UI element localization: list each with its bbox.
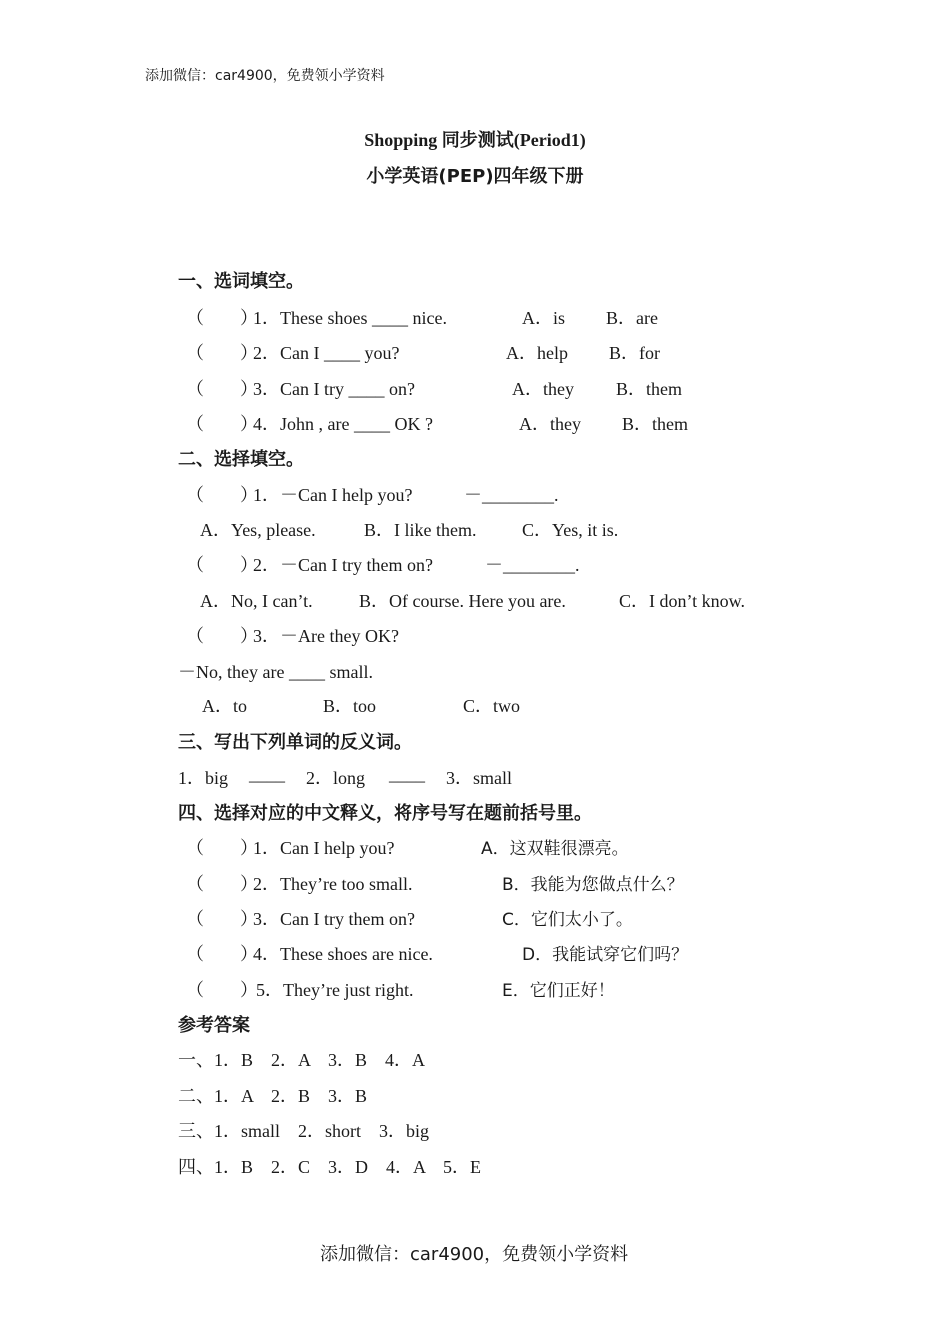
question-text: 1．Can I help you? <box>253 838 395 858</box>
answer-paren: （ ） <box>186 485 258 505</box>
answer-line: 二、1．A 2．B 3．B <box>178 1086 368 1106</box>
option-a: A．No, I can’t. <box>200 591 313 611</box>
section2-heading: 二、选择填空。 <box>178 449 304 470</box>
chinese-meaning: D．我能试穿它们吗？ <box>522 945 689 965</box>
question-text: 4．John , are ____ OK ? <box>253 414 433 434</box>
section4-heading: 四、选择对应的中文释义，将序号写在题前括号里。 <box>178 803 592 824</box>
option-b: B．I like them. <box>364 520 477 540</box>
answer-blank: －________. <box>464 485 559 505</box>
answers-heading: 参考答案 <box>178 1015 250 1036</box>
answer-paren: （ ） <box>186 343 258 363</box>
option-b: B．too <box>323 696 377 716</box>
option-a: A．to <box>202 696 247 716</box>
answer-paren: （ ） <box>186 944 258 964</box>
answer-paren: （ ） <box>186 909 258 929</box>
question-text: 1．These shoes ____ nice. <box>253 308 447 328</box>
chinese-meaning: B．我能为您做点什么？ <box>502 875 684 895</box>
option-b: B．them <box>616 379 682 399</box>
page-header: 添加微信：car4900，免费领小学资料 <box>145 68 385 84</box>
answer-blank: ____ <box>249 764 285 784</box>
option-a: A．they <box>512 379 574 399</box>
option-a: A．is <box>522 308 566 328</box>
chinese-meaning: A．这双鞋很漂亮。 <box>481 839 629 859</box>
section3-heading: 三、写出下列单词的反义词。 <box>178 732 412 753</box>
option-a: A．help <box>506 343 568 363</box>
option-c: C．I don’t know. <box>619 591 745 611</box>
doc-subtitle: 小学英语(PEP)四年级下册 <box>366 166 584 187</box>
word-item: 2．long <box>306 768 366 788</box>
answer-paren: （ ） <box>186 626 258 646</box>
chinese-meaning: E．它们正好！ <box>502 981 615 1001</box>
answer-paren: （ ） <box>186 379 258 399</box>
word-item: 3．small <box>446 768 512 788</box>
option-a: A．they <box>519 414 581 434</box>
answer-blank: －________. <box>485 555 580 575</box>
question-text: 4．These shoes are nice. <box>253 944 433 964</box>
option-a: A．Yes, please. <box>200 520 316 540</box>
page-footer: 添加微信：car4900，免费领小学资料 <box>320 1244 629 1265</box>
chinese-meaning: C．它们太小了。 <box>502 910 633 930</box>
question-text: 3．Can I try ____ on? <box>253 379 415 399</box>
option-b: B．Of course. Here you are. <box>359 591 566 611</box>
option-c: C．two <box>463 696 521 716</box>
question-text: 2．They’re too small. <box>253 874 413 894</box>
question-text: 2．Can I ____ you? <box>253 343 400 363</box>
answer-paren: （ ） <box>186 838 258 858</box>
option-b: B．them <box>622 414 688 434</box>
answer-line: 四、1．B 2．C 3．D 4．A 5．E <box>178 1157 482 1177</box>
doc-title: Shopping 同步测试(Period1) <box>364 130 586 150</box>
option-b: B．are <box>606 308 658 328</box>
answer-paren: （ ） <box>186 980 258 1000</box>
answer-paren: （ ） <box>186 874 258 894</box>
option-b: B．for <box>609 343 660 363</box>
option-c: C．Yes, it is. <box>522 520 619 540</box>
question-text: 5．They’re just right. <box>256 980 414 1000</box>
answer-paren: （ ） <box>186 555 258 575</box>
question-text-line2: －No, they are ____ small. <box>178 662 373 682</box>
question-text: 3．－Are they OK? <box>253 626 399 646</box>
section1-heading: 一、选词填空。 <box>178 271 304 292</box>
answer-line: 一、1．B 2．A 3．B 4．A <box>178 1050 426 1070</box>
question-text: 3．Can I try them on? <box>253 909 415 929</box>
question-text: 2．－Can I try them on? <box>253 555 433 575</box>
word-item: 1．big <box>178 768 229 788</box>
answer-line: 三、1．small 2．short 3．big <box>178 1121 429 1141</box>
question-text: 1．－Can I help you? <box>253 485 413 505</box>
answer-paren: （ ） <box>186 414 258 434</box>
answer-paren: （ ） <box>186 308 258 328</box>
answer-blank: ____ <box>389 764 425 784</box>
